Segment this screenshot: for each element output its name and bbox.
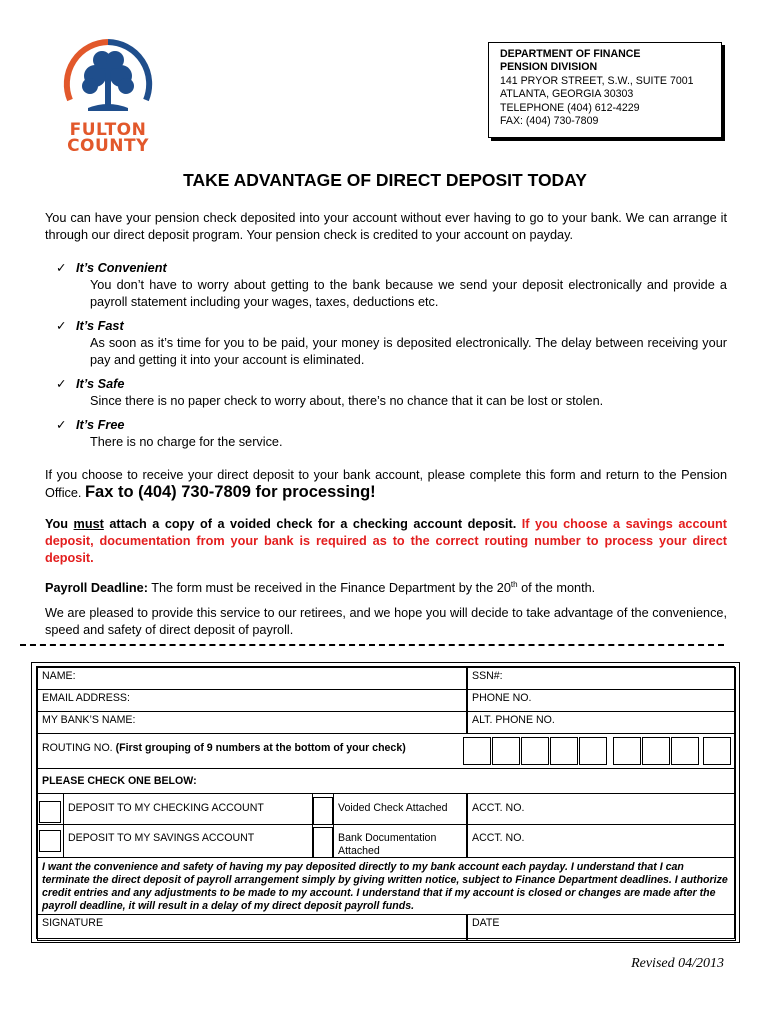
choose-text: If you choose to receive your direct deposit to your bank account, please complete this form and return to the Pension Office. (45, 468, 727, 500)
routing-digit-box[interactable] (463, 737, 491, 765)
acct-no-field-checking[interactable] (467, 793, 736, 825)
date-label: DATE (472, 917, 500, 929)
logo-text-fulton: FULTON (69, 120, 147, 140)
logo-text-county: COUNTY (67, 136, 149, 156)
street-address: 141 PRYOR STREET, S.W., SUITE 7001 (500, 74, 694, 87)
email-label: EMAIL ADDRESS: (42, 692, 130, 704)
name-label: NAME: (42, 670, 76, 682)
date-field[interactable] (467, 914, 736, 941)
routing-digit-box[interactable] (579, 737, 607, 765)
statement-text: I want the convenience and safety of having my pay deposited directly to my bank account each payday. I understand that I can terminate the direct deposit of payroll arrangement simply by giving written notice, subject to Finance Department deadlines. I authorize credit entries and any adjustments to be made to my account. I understand that if my account is closed or changes are made after the payroll deadline, it will result in a delay of my direct deposit payroll funds. (42, 861, 728, 912)
routing-label: ROUTING NO. (42, 742, 116, 754)
checking-label-cell (63, 793, 313, 825)
benefit-item (56, 376, 727, 410)
benefit-item (56, 318, 727, 369)
attach-rest: attach a copy of a voided check for a checking account deposit. (103, 517, 522, 531)
address-box (488, 42, 722, 138)
alt-phone-field[interactable] (467, 711, 736, 734)
checkmark-icon: ✓ (56, 377, 67, 391)
bank-doc-checkbox[interactable] (313, 827, 333, 858)
tree-seal-icon (58, 38, 158, 124)
routing-digit-box[interactable] (492, 737, 520, 765)
attach-must: must (73, 517, 104, 531)
dept-name: DEPARTMENT OF FINANCE (500, 48, 641, 60)
checkmark-icon: ✓ (56, 319, 67, 333)
page-title: TAKE ADVANTAGE OF DIRECT DEPOSIT TODAY (183, 170, 587, 190)
acct-no-label: ACCT. NO. (472, 802, 525, 814)
deadline-label: Payroll Deadline: (45, 581, 148, 596)
benefit-title: It’s Free (76, 418, 125, 432)
savings-label-cell (63, 824, 313, 858)
routing-digit-box[interactable] (521, 737, 549, 765)
bank-name-field[interactable] (37, 711, 467, 734)
voided-check-cell (333, 793, 467, 825)
intro-paragraph: You can have your pension check deposited into your account without ever having to go to your bank. We can arrange it through our direct deposit program. Your pension check is credited to your account on payday. (45, 211, 727, 242)
benefit-title: It’s Safe (76, 377, 125, 391)
acct-no-field-savings[interactable] (467, 824, 736, 858)
signature-field[interactable] (37, 914, 467, 941)
name-field[interactable] (37, 667, 467, 690)
choose-paragraph (45, 467, 727, 502)
voided-check-label: Voided Check Attached (338, 802, 448, 814)
fulton-county-logo (58, 38, 158, 158)
bank-doc-cell (333, 824, 467, 858)
direct-deposit-form (31, 662, 740, 943)
savings-label: DEPOSIT TO MY SAVINGS ACCOUNT (68, 832, 255, 844)
routing-digit-box[interactable] (550, 737, 578, 765)
routing-note: (First grouping of 9 numbers at the bottom of your check) (115, 742, 406, 754)
attach-paragraph (45, 516, 727, 567)
routing-digit-box[interactable] (671, 737, 699, 765)
phone-field[interactable] (467, 689, 736, 712)
alt-phone-label: ALT. PHONE NO. (472, 714, 555, 726)
city-address: ATLANTA, GEORGIA 30303 (500, 88, 634, 101)
routing-digit-box[interactable] (613, 737, 641, 765)
deadline-text: The form must be received in the Finance Department by the 20 (147, 581, 511, 596)
acct-no-label: ACCT. NO. (472, 832, 525, 844)
deadline-paragraph (45, 576, 727, 597)
authorization-statement (37, 857, 736, 915)
check-one-label: PLEASE CHECK ONE BELOW: (42, 775, 197, 787)
voided-check-checkbox[interactable] (313, 797, 333, 825)
benefit-text: As soon as it’s time for you to be paid, your money is deposited electronically. The delay between receiving your pay and getting it into your account is eliminated. (90, 336, 727, 367)
savings-checkbox[interactable] (39, 830, 61, 852)
benefit-text: You don’t have to worry about getting to the bank because we send your deposit electronically and provide a payroll statement including your wages, taxes, deductions etc. (90, 278, 727, 309)
deadline-end: of the month. (517, 581, 596, 596)
telephone: TELEPHONE (404) 612-4229 (500, 101, 640, 114)
attach-you: You (45, 517, 74, 531)
bank-name-label: MY BANK’S NAME: (42, 714, 136, 726)
benefit-title: It’s Fast (76, 319, 124, 333)
savings-warning: If you choose a savings account deposit, documentation from your bank is required as to the correct routing number to process your direct deposit. (45, 517, 728, 565)
routing-boxes (463, 737, 735, 765)
benefit-text: There is no charge for the service. (90, 435, 283, 449)
checkmark-icon: ✓ (56, 261, 67, 275)
benefit-item (56, 417, 727, 451)
division-name: PENSION DIVISION (500, 61, 598, 74)
signature-label: SIGNATURE (42, 917, 104, 929)
revision-date: Revised 04/2013 (631, 956, 724, 971)
check-one-heading (37, 768, 736, 794)
routing-digit-box[interactable] (642, 737, 670, 765)
bank-doc-label: Bank Documentation Attached (338, 832, 437, 857)
fax-instruction: Fax to (404) 730-7809 for processing! (84, 483, 376, 501)
form-inner (36, 666, 735, 939)
benefit-item (56, 260, 727, 311)
checking-checkbox[interactable] (39, 801, 61, 823)
checking-label: DEPOSIT TO MY CHECKING ACCOUNT (68, 802, 264, 814)
fax-number: FAX: (404) 730-7809 (500, 115, 599, 128)
routing-digit-box[interactable] (703, 737, 731, 765)
benefit-text: Since there is no paper check to worry about, there’s no chance that it can be lost or stolen. (90, 394, 604, 408)
closing-paragraph: We are pleased to provide this service to our retirees, and we hope you will decide to take advantage of the convenience, speed and safety of direct deposit of payroll. (45, 606, 727, 637)
checkmark-icon: ✓ (56, 418, 67, 432)
deadline-sup: th (510, 580, 518, 589)
email-field[interactable] (37, 689, 467, 712)
benefit-title: It’s Convenient (76, 261, 167, 275)
ssn-label: SSN#: (472, 670, 503, 682)
cut-line (20, 644, 724, 648)
phone-label: PHONE NO. (472, 692, 532, 704)
ssn-field[interactable] (467, 667, 736, 690)
